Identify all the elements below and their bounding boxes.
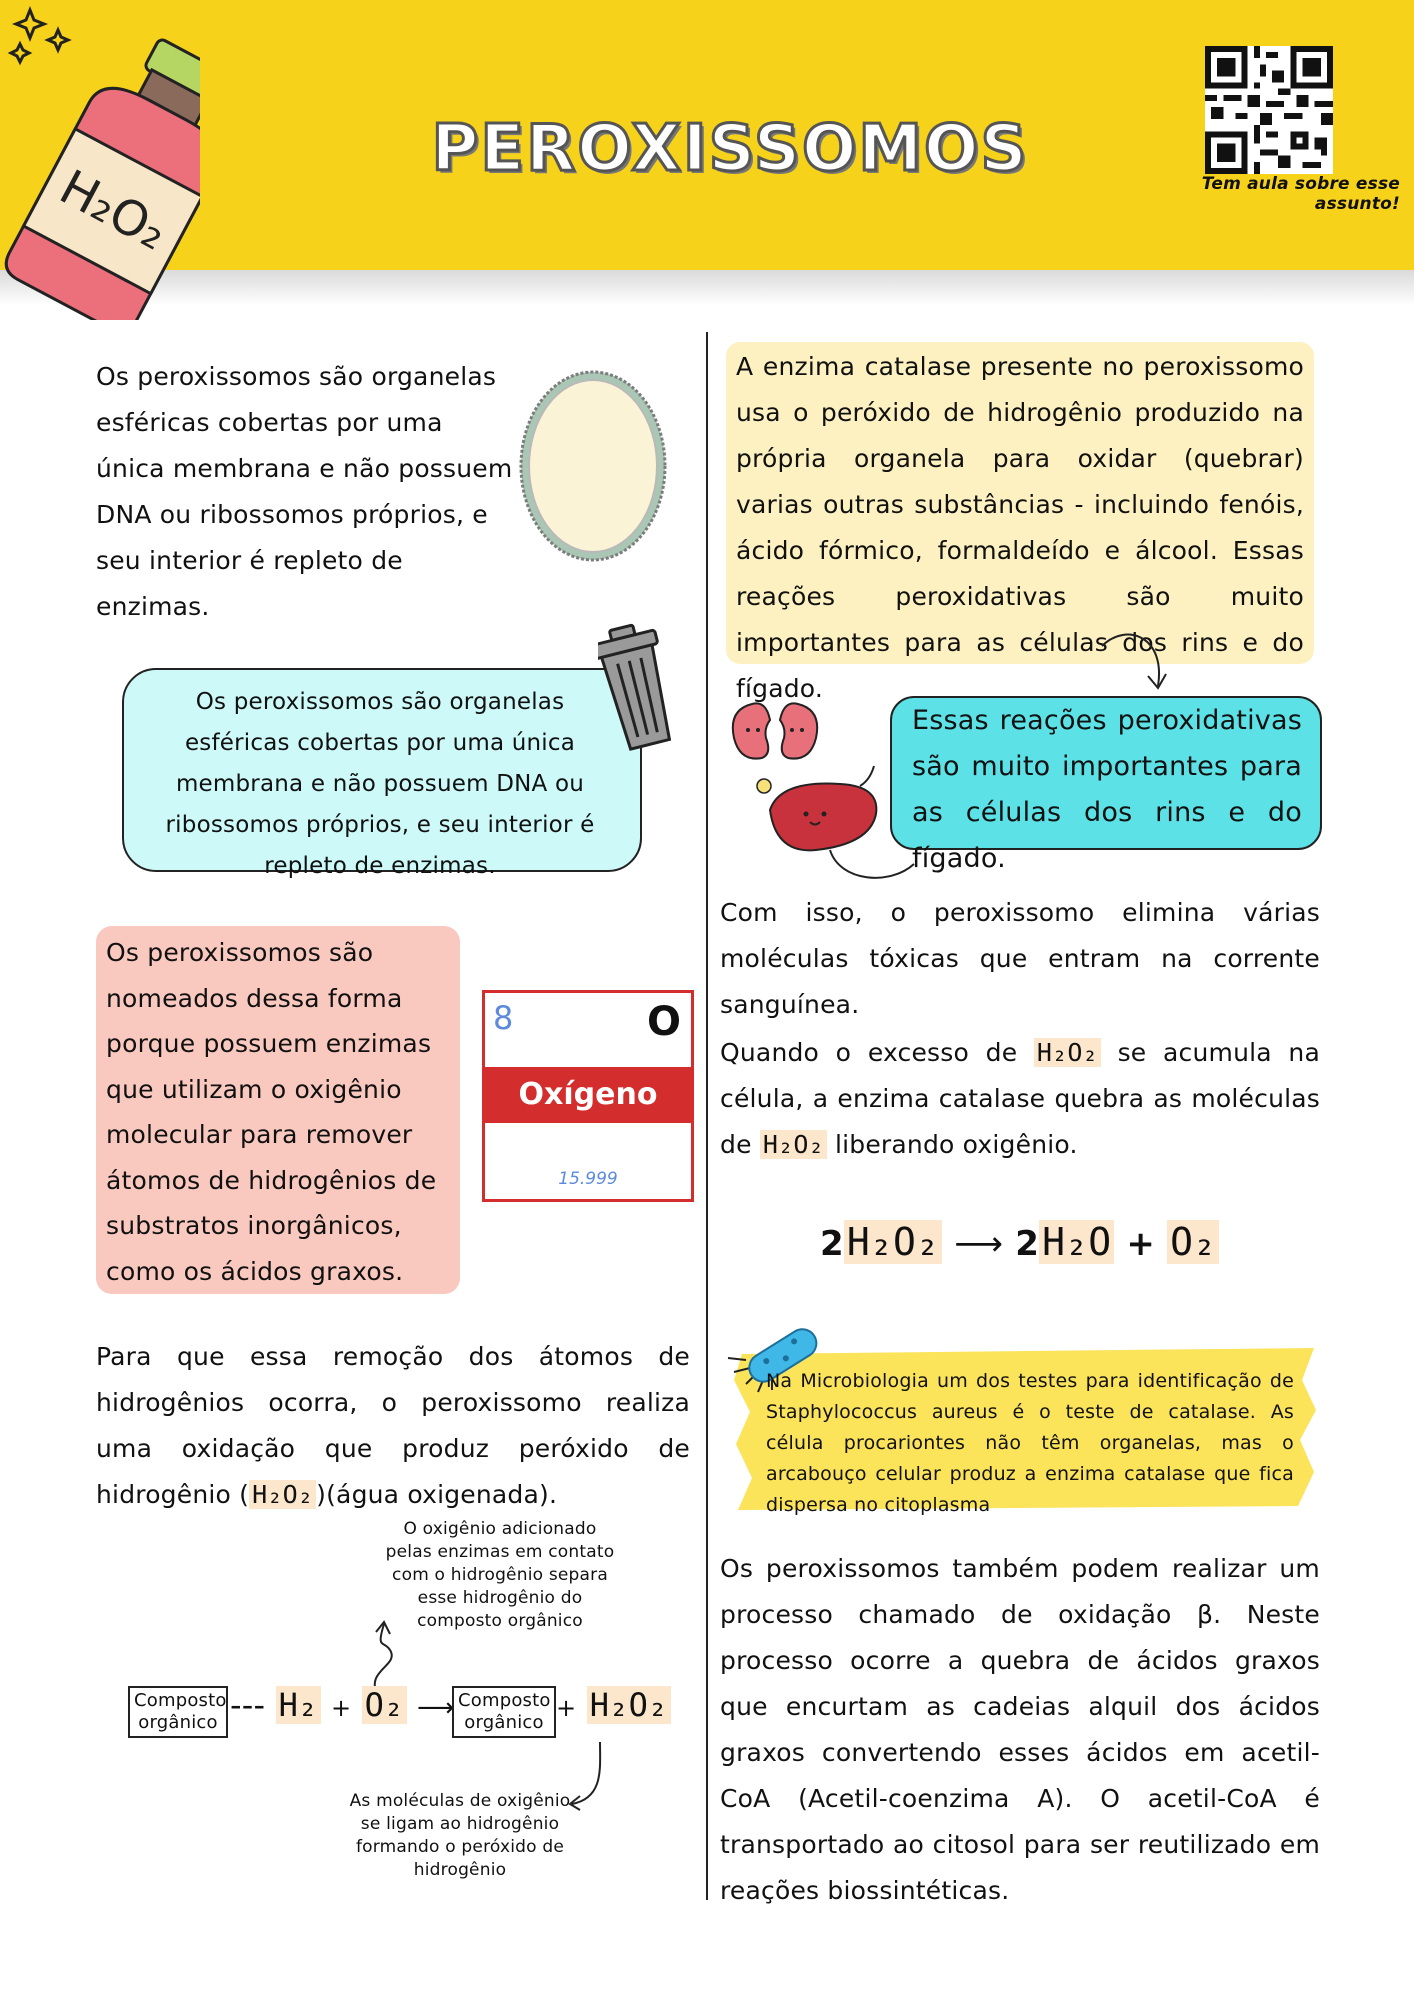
dashes: --- <box>230 1686 266 1724</box>
catalase-paragraph: A enzima catalase presente no peroxissomo usa o peróxido de hidrogênio produzido na própria organela para oxidar (quebrar) varias outras substâncias - incluindo fenóis, ácido fórmico, formaldeído e álcool. Essas reações peroxidativas são muito importantes para as células dos rins e do fígado. <box>736 352 1304 703</box>
coefficient: 2 <box>1015 1224 1040 1264</box>
toxic-molecules-paragraph: Com isso, o peroxissomo elimina várias moléculas tóxicas que entram na corrente sanguínea. <box>720 898 1320 1019</box>
coefficient: 2 <box>820 1224 844 1264</box>
reaction-arrow: ⟶ <box>954 1224 1004 1264</box>
reaction-diagram-equation <box>230 1686 454 1724</box>
curve-line-icon <box>820 846 920 886</box>
product-chip: H₂O <box>1039 1220 1114 1264</box>
o2-chip: O₂ <box>362 1686 407 1724</box>
qr-caption: Tem aula sobre esse assunto! <box>1201 174 1400 214</box>
plus-sign: + <box>1126 1224 1156 1264</box>
h2o2-chip: H₂O₂ <box>587 1686 671 1724</box>
excess-h2o2-paragraph <box>720 1030 1320 1168</box>
plus-sign: + <box>556 1694 577 1722</box>
h2o2-bottle-icon <box>0 0 200 320</box>
peroxisome-icon <box>515 366 670 566</box>
microbiology-note: Na Microbiologia um dos testes para identificação de Staphylococcus aureus é o teste de catalase. As célula procariontes não têm organelas, mas o arcabouço celular produz a enzima catalase que fica dispersa no citoplasma <box>766 1370 1294 1516</box>
organic-compound-box: Composto orgânico <box>452 1686 556 1738</box>
organic-compound-box: Composto orgânico <box>128 1686 228 1738</box>
product-chip: O₂ <box>1167 1220 1219 1264</box>
info-box-blue-text: Os peroxissomos são organelas esféricas cobertas por uma única membrana e não possuem DNA ou ribossomos próprios, e seu interior é repleto de enzimas. <box>165 689 595 879</box>
plus-sign: + <box>330 1694 352 1722</box>
info-box-cyan-text: Essas reações peroxidativas são muito importantes para as células dos rins e do fígado. <box>912 705 1302 874</box>
removal-paragraph <box>96 1334 690 1518</box>
catalase-reaction-equation <box>820 1220 1219 1264</box>
atomic-mass: 15.999 <box>558 1169 618 1189</box>
atomic-number: 8 <box>493 999 514 1037</box>
header-shadow <box>0 270 1414 306</box>
curved-arrow-icon <box>1096 626 1176 698</box>
reaction-arrow: ⟶ <box>416 1693 455 1723</box>
trash-bin-icon <box>598 620 674 756</box>
diagram-note-bottom: As moléculas de oxigênio se ligam ao hidrogênio formando o peróxido de hidrogênio <box>349 1791 571 1880</box>
svg-text:H₂O₂: H₂O₂ <box>50 159 177 262</box>
periodic-element-card <box>482 990 694 1202</box>
removal-text-after: )(água oxigenada). <box>316 1480 558 1509</box>
intro-paragraph: Os peroxissomos são organelas esféricas cobertas por uma única membrana e não possuem DNA ou ribossomos próprios, e seu interior é repleto de enzimas. <box>96 362 513 621</box>
formula-chip: H₂O₂ <box>249 1480 316 1509</box>
beta-oxidation-paragraph: Os peroxissomos também podem realizar um processo chamado de oxidação β. Neste processo ocorre a quebra de ácidos graxos que encurtam as cadeias alquil dos ácidos graxos convertendo esses ácidos em acetil-CoA (Acetil-coenzima A). O acetil-CoA é transportado ao citosol para ser reutilizado em reações biossintéticas. <box>720 1554 1320 1905</box>
removal-text-before: Para que essa remoção dos átomos de hidrogênios ocorra, o peroxissomo realiza uma oxidação que produz peróxido de hidrogênio ( <box>96 1342 690 1509</box>
reactant-chip: H₂O₂ <box>844 1220 942 1264</box>
qr-code-icon[interactable] <box>1205 46 1333 174</box>
formula-chip: H₂O₂ <box>760 1130 827 1159</box>
excess-text-3: liberando oxigênio. <box>834 1130 1078 1159</box>
h2-chip: H₂ <box>276 1686 321 1724</box>
element-name: Oxígeno <box>485 1067 691 1123</box>
page-title: PEROXISSOMOS <box>431 112 1029 186</box>
excess-text-2: se acumula na célula, a enzima catalase quebra as moléculas de <box>720 1038 1320 1159</box>
diagram-note-top: O oxigênio adicionado pelas enzimas em contato com o hidrogênio separa esse hidrogênio do composto orgânico <box>385 1519 615 1631</box>
excess-text-1: Quando o excesso de <box>720 1038 1018 1067</box>
info-box-red-text: Os peroxissomos são nomeados dessa forma porque possuem enzimas que utilizam o oxigênio molecular para remover átomos de hidrogênios de substratos inorgânicos, como os ácidos graxos. <box>106 938 437 1286</box>
formula-chip: H₂O₂ <box>1034 1038 1101 1067</box>
element-symbol: O <box>646 999 681 1045</box>
diagram-product <box>556 1686 671 1724</box>
column-divider <box>706 332 708 1900</box>
